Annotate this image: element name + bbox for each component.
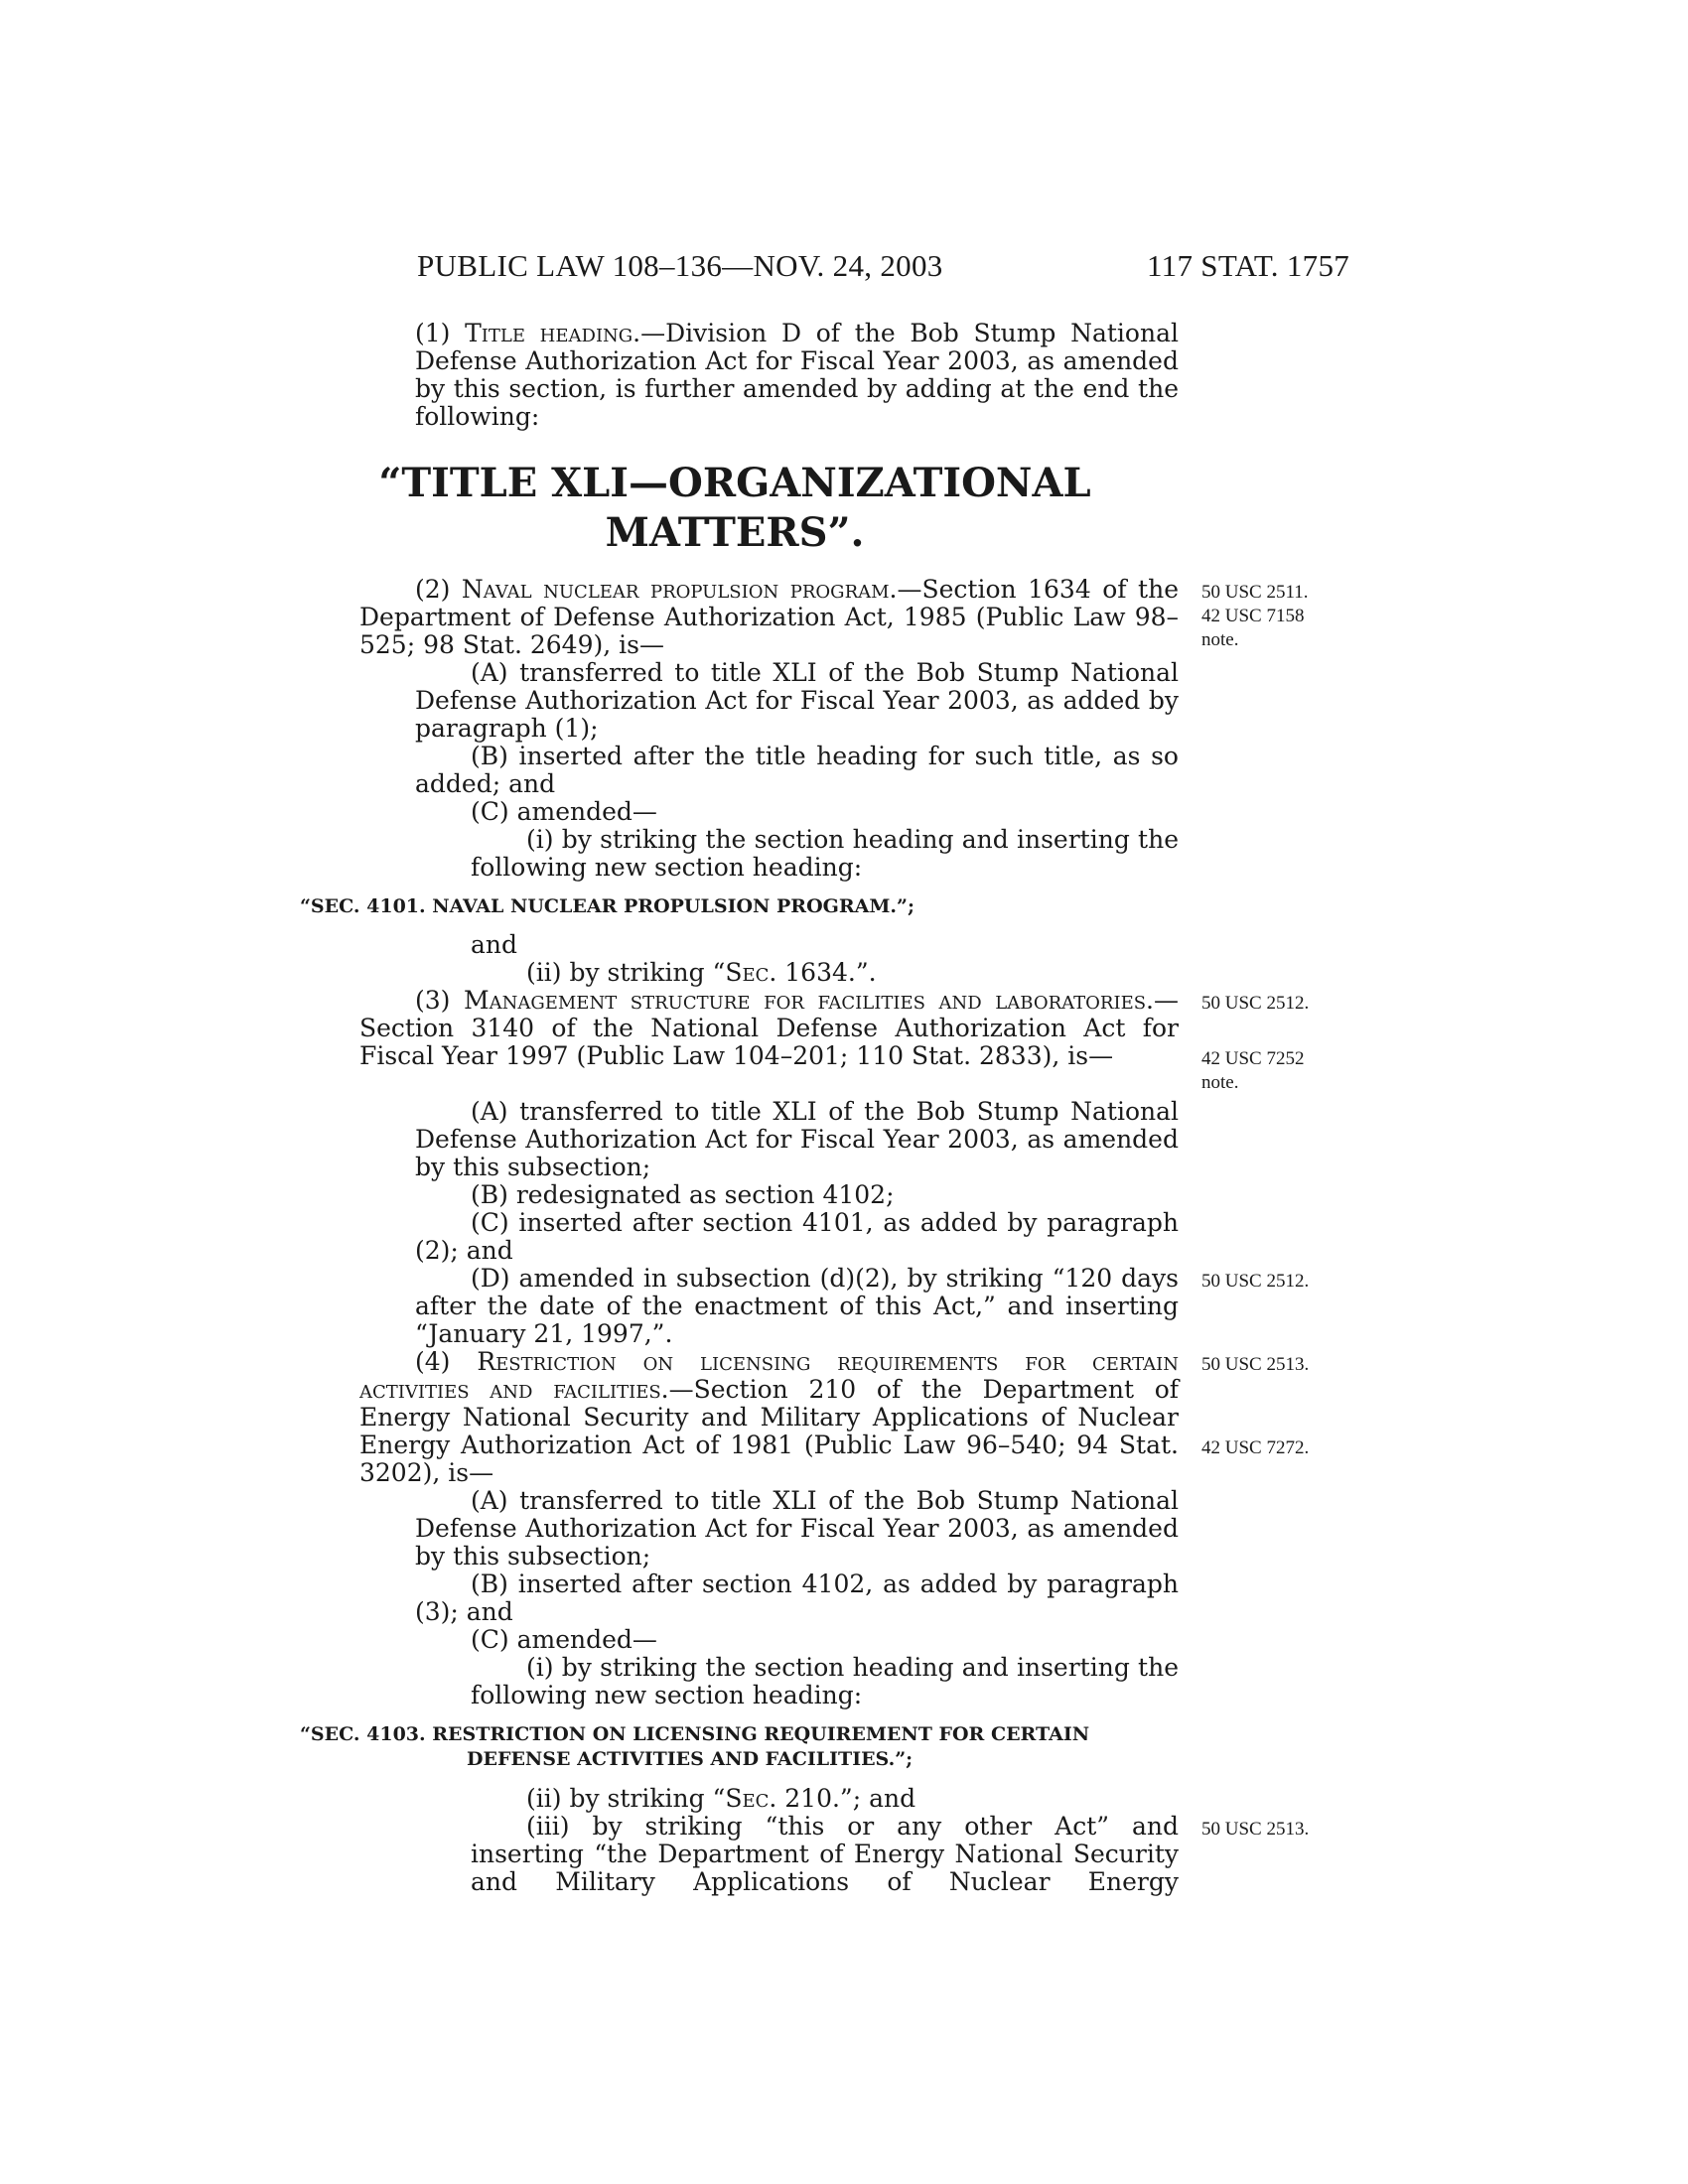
page-header-right: 117 STAT. 1757 xyxy=(1147,248,1350,283)
title-heading xyxy=(338,459,1132,558)
paragraph-3-lead: (3) Management structure for facilities and laboratories.— xyxy=(415,986,1179,1015)
paragraph-3-item-b xyxy=(471,1181,1179,1209)
paragraph-3 xyxy=(359,987,1179,1070)
paragraph-4-item-b-text: (B) inserted after section 4102, as added by paragraph (3); and xyxy=(415,1570,1179,1626)
paragraph-4-item-c-ii-post: . 210.”; and xyxy=(769,1784,916,1813)
margin-note: 50 USC 2512. xyxy=(1201,1271,1310,1292)
paragraph-1 xyxy=(415,320,1179,431)
section-heading-4103-line-1: “SEC. 4103. RESTRICTION ON LICENSING REQUIREMENT FOR CERTAIN xyxy=(300,1723,1090,1745)
paragraph-2-item-c xyxy=(471,798,1179,826)
paragraph-4-item-c xyxy=(471,1626,1179,1654)
paragraph-2-item-a xyxy=(415,659,1179,743)
paragraph-1-lead: (1) Title heading.— xyxy=(415,319,666,347)
paragraph-2-and xyxy=(471,931,1179,959)
paragraph-2-and-text: and xyxy=(471,930,518,959)
paragraph-2-text: Section 1634 of the Department of Defense Authorization Act, 1985 (Public Law 98–525; 98 Stat. 2649), is— xyxy=(359,575,1180,659)
paragraph-2-item-b-text: (B) inserted after the title heading for such title, as so added; and xyxy=(415,742,1179,798)
paragraph-2-item-c-ii-pre: (ii) by striking “ xyxy=(526,958,726,987)
section-heading-4103 xyxy=(300,1722,1194,1772)
paragraph-3-item-c xyxy=(415,1209,1179,1265)
page-header-left: PUBLIC LAW 108–136—NOV. 24, 2003 xyxy=(417,248,943,283)
paragraph-3-item-a-text: (A) transferred to title XLI of the Bob Stump National Defense Authorization Act for Fiscal Year 2003, as amended by this subsection; xyxy=(415,1097,1179,1181)
paragraph-4-lead: (4) Restriction on licensing requirements for certain activities and facilities.— xyxy=(359,1347,1179,1404)
paragraph-4-item-c-ii-sc: Sec xyxy=(725,1784,770,1813)
paragraph-3-item-c-text: (C) inserted after section 4101, as added by paragraph (2); and xyxy=(415,1208,1179,1265)
paragraph-3-item-d-text: (D) amended in subsection (d)(2), by striking “120 days after the date of the enactment of this Act,” and inserting “January 21, 1997,”. xyxy=(415,1264,1179,1348)
margin-note: 50 USC 2513. xyxy=(1201,1354,1310,1375)
paragraph-4-item-b xyxy=(415,1570,1179,1626)
paragraph-4-item-a-text: (A) transferred to title XLI of the Bob Stump National Defense Authorization Act for Fiscal Year 2003, as amended by this subsection; xyxy=(415,1486,1179,1570)
paragraph-4-item-c-text: (C) amended— xyxy=(471,1625,657,1654)
paragraph-4 xyxy=(359,1348,1179,1487)
title-heading-line-1: “TITLE XLI—ORGANIZATIONAL xyxy=(378,460,1091,506)
paragraph-2-item-b xyxy=(415,743,1179,798)
margin-note: 42 USC 7158 xyxy=(1201,606,1305,626)
paragraph-2-item-c-i-text: (i) by striking the section heading and inserting the following new section heading: xyxy=(471,825,1179,882)
paragraph-4-item-c-i-text: (i) by striking the section heading and inserting the following new section heading: xyxy=(471,1653,1179,1709)
paragraph-4-item-c-ii-pre: (ii) by striking “ xyxy=(526,1784,726,1813)
paragraph-3-text: Section 3140 of the National Defense Authorization Act for Fiscal Year 1997 (Public Law 104–201; 110 Stat. 2833), is— xyxy=(359,1014,1179,1070)
section-heading-4101: “SEC. 4101. NAVAL NUCLEAR PROPULSION PROGRAM.”; xyxy=(300,895,914,917)
margin-note: 42 USC 7252 xyxy=(1201,1048,1305,1069)
margin-note: note. xyxy=(1201,629,1239,650)
margin-note: note. xyxy=(1201,1072,1239,1093)
paragraph-3-item-a xyxy=(415,1098,1179,1181)
paragraph-2-lead: (2) Naval nuclear propulsion program.— xyxy=(415,575,922,604)
title-heading-line-2: MATTERS”. xyxy=(605,509,865,556)
paragraph-4-item-c-i xyxy=(471,1654,1179,1709)
paragraph-4-item-c-iii-text: (iii) by striking “this or any other Act” and inserting “the Department of Energy National Security and Military Applications of Nuclear Energy xyxy=(471,1812,1179,1896)
paragraph-2-item-a-text: (A) transferred to title XLI of the Bob Stump National Defense Authorization Act for Fiscal Year 2003, as added by paragraph (1); xyxy=(415,658,1179,743)
paragraph-2-item-c-i xyxy=(471,826,1179,882)
margin-note: 50 USC 2513. xyxy=(1201,1819,1310,1840)
paragraph-4-item-c-ii xyxy=(526,1785,1179,1813)
paragraph-2-item-c-ii-post: . 1634.”. xyxy=(769,958,877,987)
margin-note: 42 USC 7272. xyxy=(1201,1437,1310,1458)
section-heading-4103-line-2: DEFENSE ACTIVITIES AND FACILITIES.”; xyxy=(467,1748,914,1770)
paragraph-4-text: Section 210 of the Department of Energy National Security and Military Applications of Nuclear Energy Authorization Act of 1981 (Public Law 96–540; 94 Stat. 3202), is— xyxy=(359,1375,1180,1487)
paragraph-3-item-d xyxy=(415,1265,1179,1348)
margin-note: 50 USC 2511. xyxy=(1201,582,1309,603)
paragraph-2-item-c-ii xyxy=(526,959,1179,987)
paragraph-4-item-c-iii xyxy=(471,1813,1179,1896)
paragraph-3-item-b-text: (B) redesignated as section 4102; xyxy=(471,1180,895,1209)
margin-note: 50 USC 2512. xyxy=(1201,993,1310,1014)
paragraph-4-item-a xyxy=(415,1487,1179,1570)
paragraph-2 xyxy=(359,576,1179,659)
paragraph-2-item-c-text: (C) amended— xyxy=(471,797,657,826)
paragraph-2-item-c-ii-sc: Sec xyxy=(725,958,770,987)
paragraph-1-text: Division D of the Bob Stump National Defense Authorization Act for Fiscal Year 2003, as amended by this section, is further amended by adding at the end the following: xyxy=(415,319,1179,431)
